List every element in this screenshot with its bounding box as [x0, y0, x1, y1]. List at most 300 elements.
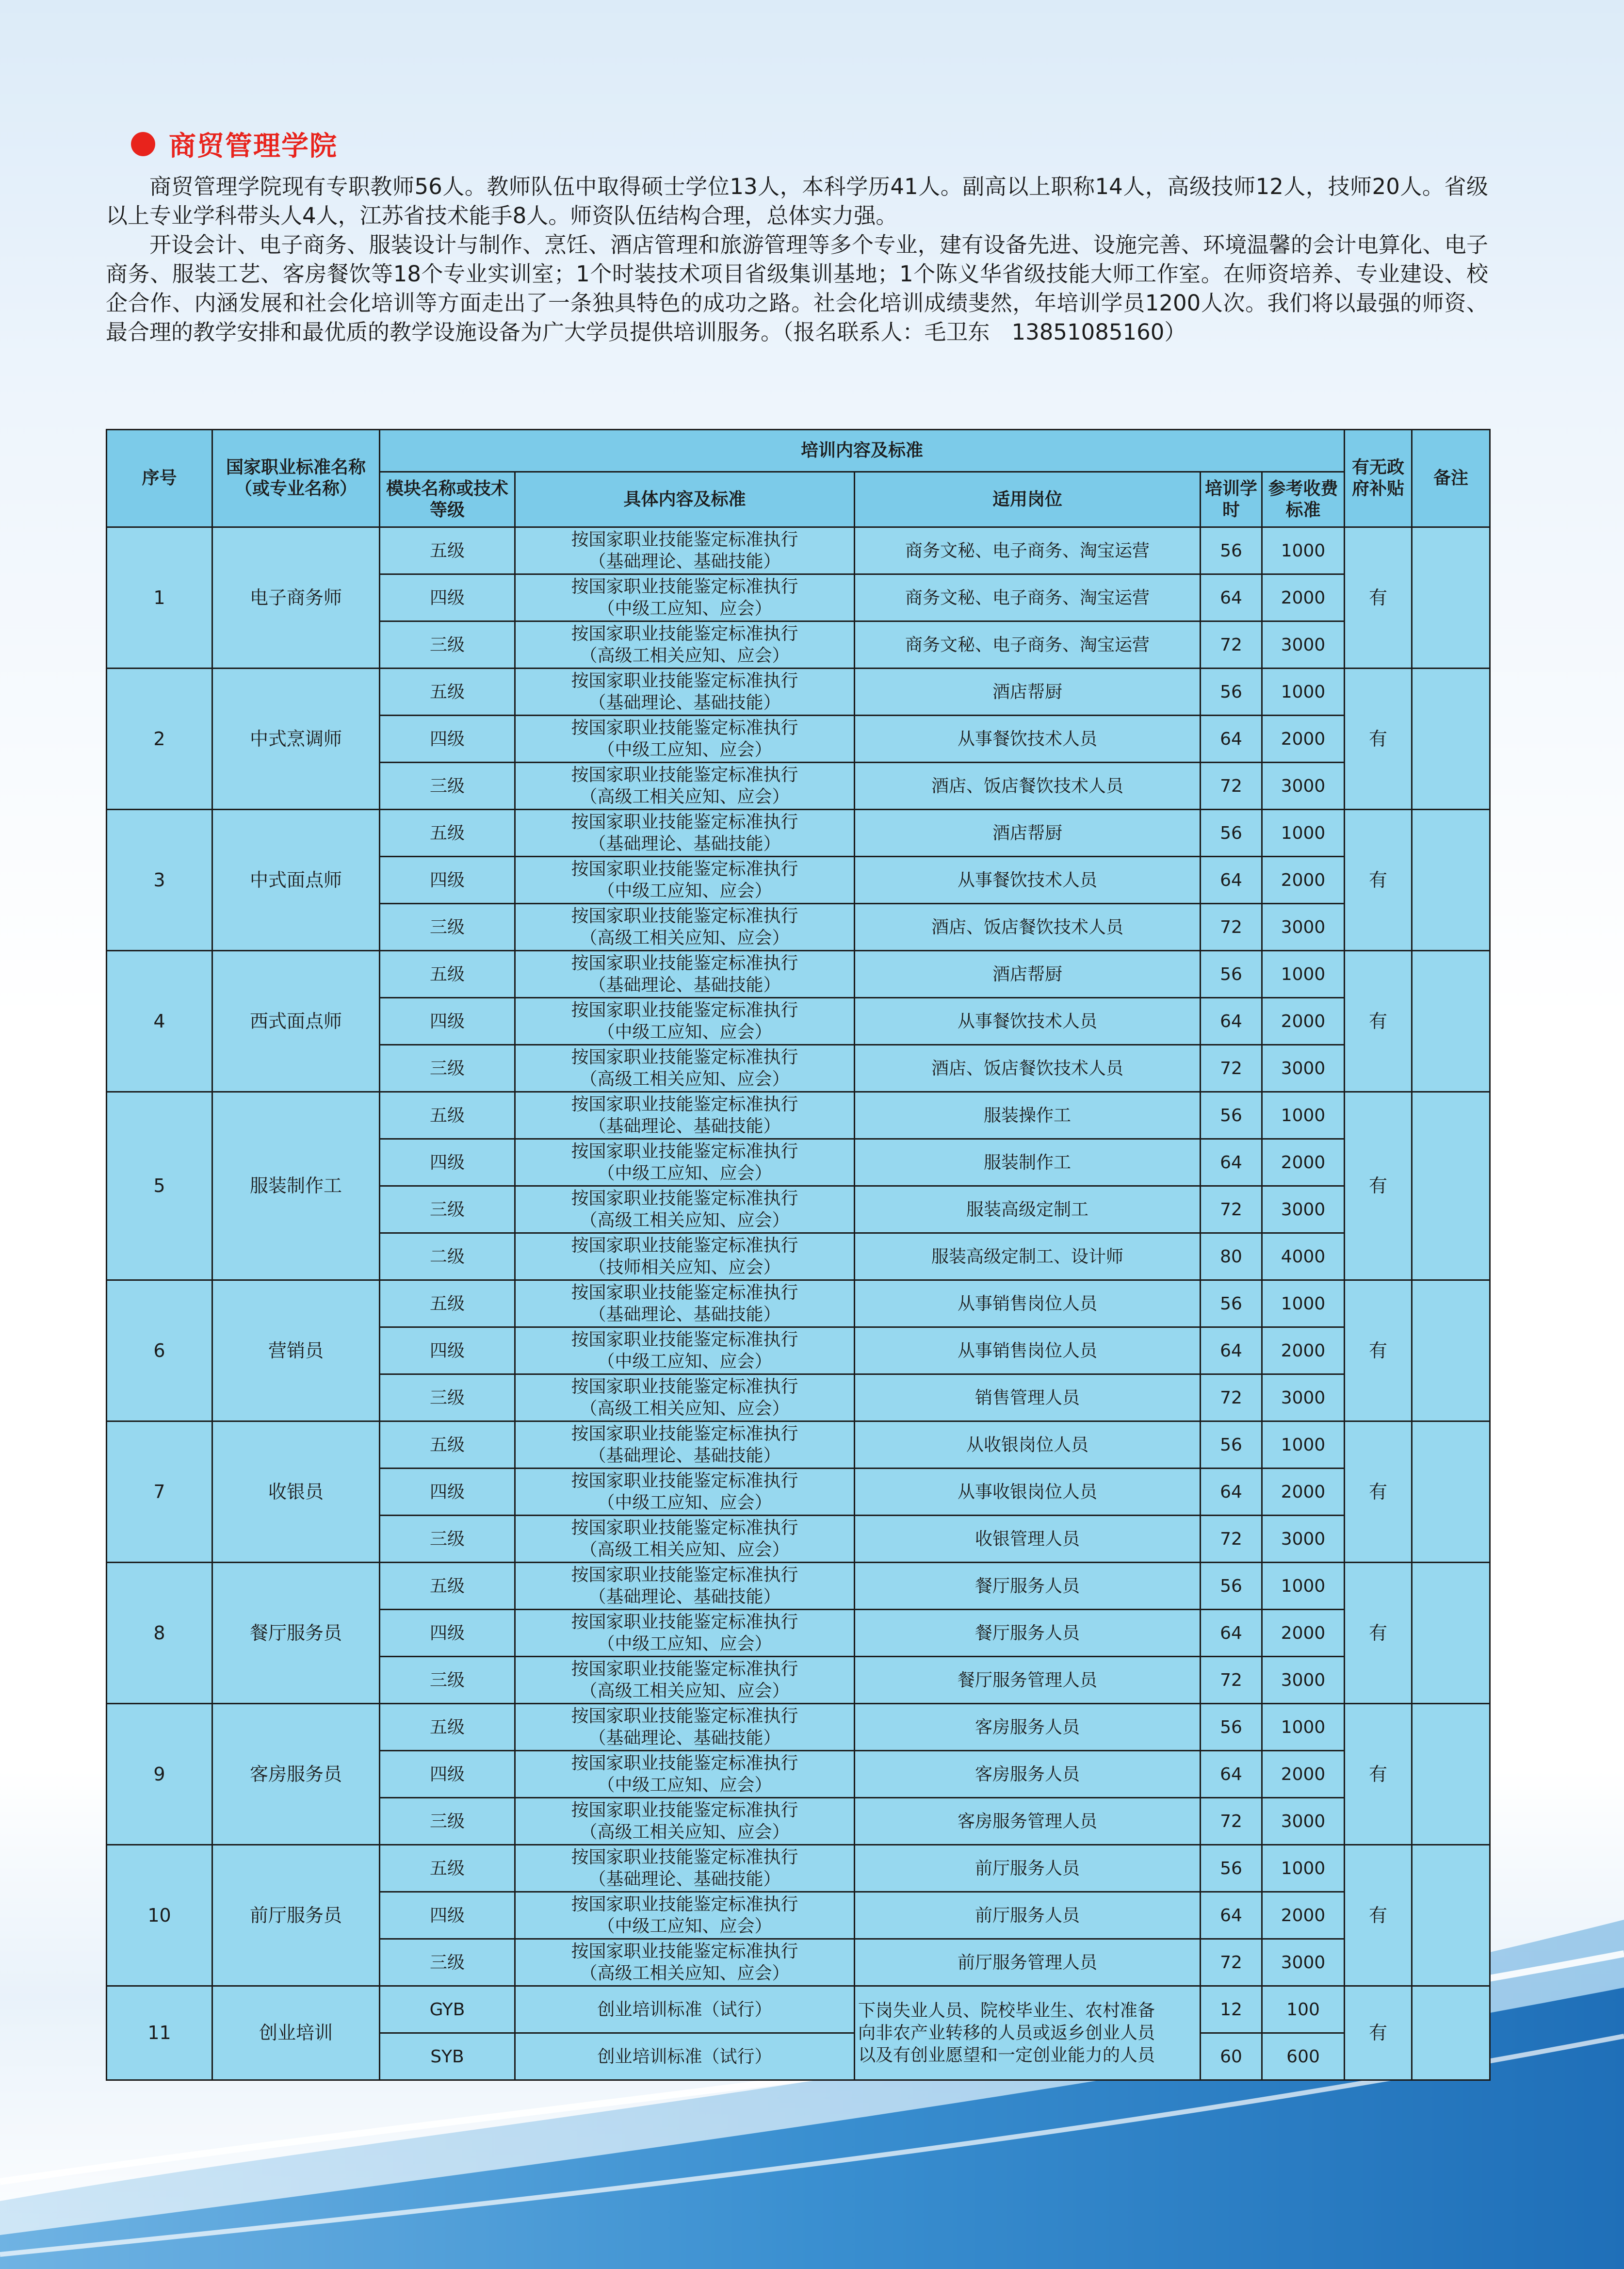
row-number: 9 — [107, 1704, 212, 1845]
training-hours: 72 — [1201, 763, 1262, 810]
content-standard — [515, 1092, 855, 1139]
content-line: 按国家职业技能鉴定标准执行 — [571, 765, 798, 785]
content-line: 按国家职业技能鉴定标准执行 — [571, 1283, 798, 1303]
module-level: 五级 — [380, 1280, 515, 1327]
applicable-post: 酒店、饭店餐饮技术人员 — [855, 1045, 1201, 1092]
header-module — [380, 472, 515, 527]
header-no: 序号 — [107, 430, 212, 527]
module-level: SYB — [380, 2033, 515, 2080]
training-hours: 64 — [1201, 1327, 1262, 1374]
content-standard — [515, 527, 855, 574]
reference-fee: 1000 — [1262, 1092, 1345, 1139]
reference-fee: 1000 — [1262, 1280, 1345, 1327]
applicable-post: 酒店帮厨 — [855, 810, 1201, 857]
content-line: 按国家职业技能鉴定标准执行 — [571, 577, 798, 597]
table-row — [107, 1986, 1490, 2033]
header-module-line: 模块名称 — [386, 478, 456, 499]
training-hours: 64 — [1201, 1610, 1262, 1657]
subsidy-value: 有 — [1345, 1986, 1412, 2080]
content-standard — [515, 1186, 855, 1233]
reference-fee: 1000 — [1262, 669, 1345, 716]
occupation-name: 餐厅服务员 — [212, 1563, 380, 1704]
section-title: 商贸管理学院 — [169, 131, 338, 162]
applicable-post: 销售管理人员 — [855, 1374, 1201, 1421]
content-line: 按国家职业技能鉴定标准执行 — [571, 1424, 798, 1444]
remarks-cell — [1412, 951, 1490, 1092]
module-level: 三级 — [380, 1798, 515, 1845]
row-number: 5 — [107, 1092, 212, 1280]
content-standard — [515, 1327, 855, 1374]
reference-fee: 2000 — [1262, 716, 1345, 763]
module-level: 四级 — [380, 1610, 515, 1657]
module-level: 二级 — [380, 1233, 515, 1280]
module-level: GYB — [380, 1986, 515, 2033]
reference-fee: 2000 — [1262, 574, 1345, 621]
content-line: （基础理论、基础技能） — [588, 1446, 781, 1466]
content-line: （中级工应知、应会） — [597, 1916, 772, 1936]
content-line: 按国家职业技能鉴定标准执行 — [571, 1847, 798, 1867]
row-number: 2 — [107, 669, 212, 810]
content-standard — [515, 857, 855, 904]
training-hours: 56 — [1201, 1280, 1262, 1327]
reference-fee: 2000 — [1262, 1751, 1345, 1798]
training-hours: 72 — [1201, 621, 1262, 669]
content-standard: 创业培训标准（试行） — [515, 1986, 855, 2033]
row-number: 11 — [107, 1986, 212, 2080]
applicable-post: 前厅服务人员 — [855, 1892, 1201, 1939]
header-fee-line: 参考收 — [1268, 478, 1321, 499]
content-line: （高级工相关应知、应会） — [580, 787, 790, 807]
module-level: 四级 — [380, 716, 515, 763]
reference-fee: 2000 — [1262, 1327, 1345, 1374]
training-hours: 72 — [1201, 1374, 1262, 1421]
reference-fee: 4000 — [1262, 1233, 1345, 1280]
row-number: 7 — [107, 1421, 212, 1563]
subsidy-value: 有 — [1345, 1280, 1412, 1421]
content-line: 按国家职业技能鉴定标准执行 — [571, 1377, 798, 1397]
row-number: 10 — [107, 1845, 212, 1986]
content-line: 按国家职业技能鉴定标准执行 — [571, 1800, 798, 1820]
training-hours: 80 — [1201, 1233, 1262, 1280]
row-number: 6 — [107, 1280, 212, 1421]
header-occupation — [212, 430, 380, 527]
training-hours: 72 — [1201, 1045, 1262, 1092]
training-hours: 64 — [1201, 1139, 1262, 1186]
content-line: 按国家职业技能鉴定标准执行 — [571, 953, 798, 973]
applicable-post: 收银管理人员 — [855, 1516, 1201, 1563]
content-line: （基础理论、基础技能） — [588, 1587, 781, 1607]
training-hours: 56 — [1201, 1092, 1262, 1139]
applicable-post: 服装制作工 — [855, 1139, 1201, 1186]
content-standard — [515, 904, 855, 951]
content-standard — [515, 1516, 855, 1563]
module-level: 三级 — [380, 1186, 515, 1233]
module-level: 五级 — [380, 951, 515, 998]
applicable-post: 客房服务人员 — [855, 1751, 1201, 1798]
content-line: 按国家职业技能鉴定标准执行 — [571, 1706, 798, 1726]
applicable-post: 酒店帮厨 — [855, 951, 1201, 998]
row-number: 3 — [107, 810, 212, 951]
header-hours-line: 培训 — [1204, 478, 1240, 499]
subsidy-value: 有 — [1345, 951, 1412, 1092]
content-line: 按国家职业技能鉴定标准执行 — [571, 1000, 798, 1020]
module-level: 五级 — [380, 669, 515, 716]
occupation-name: 创业培训 — [212, 1986, 380, 2080]
content-line: 按国家职业技能鉴定标准执行 — [571, 671, 798, 691]
intro-paragraph-2: 开设会计、电子商务、服装设计与制作、烹饪、酒店管理和旅游管理等多个专业，建有设备先进、设施完善、环境温馨的会计电算化、电子商务、服装工艺、客房餐饮等18个专业实训室；1个时装技术项目省级集训基地；1个陈义华省级技能大师工作室。在师资培养、专业建设、校企合作、内涵发展和社会化培训等方面走出了一条独具特色的成功之路。社会化培训成绩斐然，年培训学员1200人次。我们将以最强的师资、最合理的教学安排和最优质的教学设施设备为广大学员提供培训服务。（报名联系人：毛卫东 13851085160） — [106, 232, 1488, 345]
header-occupation-line: （或专业名称） — [234, 479, 357, 499]
subsidy-value: 有 — [1345, 1563, 1412, 1704]
training-hours: 64 — [1201, 1892, 1262, 1939]
training-hours: 64 — [1201, 1751, 1262, 1798]
table-row — [107, 527, 1490, 574]
header-remarks: 备注 — [1412, 430, 1490, 527]
subsidy-value: 有 — [1345, 810, 1412, 951]
occupation-name: 电子商务师 — [212, 527, 380, 669]
remarks-cell — [1412, 810, 1490, 951]
remarks-cell — [1412, 1704, 1490, 1845]
content-line: （中级工应知、应会） — [597, 1634, 772, 1654]
content-line: （技师相关应知、应会） — [588, 1257, 781, 1277]
training-hours: 72 — [1201, 1516, 1262, 1563]
content-line: （中级工应知、应会） — [597, 1775, 772, 1795]
header-hours — [1201, 472, 1262, 527]
training-hours: 56 — [1201, 1704, 1262, 1751]
reference-fee: 3000 — [1262, 1657, 1345, 1704]
table-row — [107, 1280, 1490, 1327]
occupation-name: 客房服务员 — [212, 1704, 380, 1845]
content-standard: 创业培训标准（试行） — [515, 2033, 855, 2080]
content-standard — [515, 1233, 855, 1280]
training-hours: 56 — [1201, 1563, 1262, 1610]
table-row — [107, 1421, 1490, 1469]
header-module-line: 或技术等级 — [429, 478, 509, 520]
content-standard — [515, 716, 855, 763]
module-level: 五级 — [380, 1421, 515, 1469]
content-standard — [515, 1798, 855, 1845]
content-line: （中级工应知、应会） — [597, 740, 772, 760]
content-standard — [515, 1610, 855, 1657]
header-hours-line: 学时 — [1222, 478, 1258, 520]
content-line: （高级工相关应知、应会） — [580, 1399, 790, 1419]
applicable-post: 酒店帮厨 — [855, 669, 1201, 716]
module-level: 四级 — [380, 1892, 515, 1939]
remarks-cell — [1412, 1563, 1490, 1704]
header-fee-line: 费标准 — [1285, 478, 1338, 520]
reference-fee: 1000 — [1262, 1421, 1345, 1469]
applicable-post: 客房服务管理人员 — [855, 1798, 1201, 1845]
content-standard — [515, 1939, 855, 1986]
training-hours: 72 — [1201, 904, 1262, 951]
subsidy-value: 有 — [1345, 527, 1412, 669]
module-level: 四级 — [380, 1139, 515, 1186]
remarks-cell — [1412, 1092, 1490, 1280]
content-line: 按国家职业技能鉴定标准执行 — [571, 1518, 798, 1538]
content-standard — [515, 998, 855, 1045]
remarks-cell — [1412, 669, 1490, 810]
training-hours: 56 — [1201, 810, 1262, 857]
training-hours: 56 — [1201, 951, 1262, 998]
content-line: 按国家职业技能鉴定标准执行 — [571, 812, 798, 832]
content-standard — [515, 621, 855, 669]
applicable-post: 餐厅服务人员 — [855, 1563, 1201, 1610]
training-hours: 64 — [1201, 1469, 1262, 1516]
content-line: 按国家职业技能鉴定标准执行 — [571, 1612, 798, 1632]
content-line: （中级工应知、应会） — [597, 1493, 772, 1513]
subsidy-value: 有 — [1345, 1704, 1412, 1845]
module-level: 五级 — [380, 527, 515, 574]
content-line: 按国家职业技能鉴定标准执行 — [571, 624, 798, 644]
remarks-cell — [1412, 1986, 1490, 2080]
table-row — [107, 1845, 1490, 1892]
table-body — [107, 527, 1490, 2080]
content-line: （基础理论、基础技能） — [588, 834, 781, 854]
applicable-post: 酒店、饭店餐饮技术人员 — [855, 904, 1201, 951]
training-hours: 72 — [1201, 1186, 1262, 1233]
reference-fee: 2000 — [1262, 998, 1345, 1045]
content-line: 按国家职业技能鉴定标准执行 — [571, 1894, 798, 1914]
content-line: （高级工相关应知、应会） — [580, 1210, 790, 1230]
applicable-post: 餐厅服务管理人员 — [855, 1657, 1201, 1704]
header-subsidy — [1345, 430, 1412, 527]
reference-fee: 2000 — [1262, 1139, 1345, 1186]
content-standard — [515, 810, 855, 857]
header-subsidy-line: 政府 — [1352, 457, 1405, 499]
content-line: （中级工应知、应会） — [597, 1022, 772, 1042]
header-training-group: 培训内容及标准 — [380, 430, 1345, 472]
content-standard — [515, 1563, 855, 1610]
content-line: （中级工应知、应会） — [597, 1163, 772, 1183]
table-row — [107, 951, 1490, 998]
applicable-post: 商务文秘、电子商务、淘宝运营 — [855, 574, 1201, 621]
content-line: 按国家职业技能鉴定标准执行 — [571, 1471, 798, 1491]
content-line: （中级工应知、应会） — [597, 599, 772, 619]
content-standard — [515, 1045, 855, 1092]
training-hours: 12 — [1201, 1986, 1262, 2033]
occupation-name: 中式面点师 — [212, 810, 380, 951]
reference-fee: 100 — [1262, 1986, 1345, 2033]
training-hours: 72 — [1201, 1657, 1262, 1704]
content-line: 按国家职业技能鉴定标准执行 — [571, 906, 798, 926]
intro-paragraph-1: 商贸管理学院现有专职教师56人。教师队伍中取得硕士学位13人，本科学历41人。副高以上职称14人，高级技师12人，技师20人。省级以上专业学科带头人4人，江苏省技术能手8人。师资队伍结构合理，总体实力强。 — [106, 174, 1488, 229]
intro-text — [106, 172, 1488, 347]
content-standard — [515, 1374, 855, 1421]
content-standard — [515, 574, 855, 621]
reference-fee: 3000 — [1262, 1186, 1345, 1233]
training-hours: 64 — [1201, 574, 1262, 621]
training-hours: 72 — [1201, 1939, 1262, 1986]
content-line: 按国家职业技能鉴定标准执行 — [571, 718, 798, 738]
reference-fee: 3000 — [1262, 1798, 1345, 1845]
content-line: 按国家职业技能鉴定标准执行 — [571, 859, 798, 879]
reference-fee: 1000 — [1262, 810, 1345, 857]
applicable-post: 从事销售岗位人员 — [855, 1327, 1201, 1374]
content-line: 按国家职业技能鉴定标准执行 — [571, 1330, 798, 1350]
applicable-post: 从事餐饮技术人员 — [855, 998, 1201, 1045]
reference-fee: 3000 — [1262, 621, 1345, 669]
header-fee — [1262, 472, 1345, 527]
remarks-cell — [1412, 1280, 1490, 1421]
applicable-post — [855, 1986, 1201, 2080]
content-line: 按国家职业技能鉴定标准执行 — [571, 530, 798, 550]
applicable-post: 服装高级定制工、设计师 — [855, 1233, 1201, 1280]
post-line: 下岗失业人员、院校毕业生、农村准备 — [858, 2000, 1155, 2021]
module-level: 四级 — [380, 998, 515, 1045]
reference-fee: 3000 — [1262, 1374, 1345, 1421]
content-line: 按国家职业技能鉴定标准执行 — [571, 1236, 798, 1256]
module-level: 三级 — [380, 1516, 515, 1563]
table-row — [107, 1704, 1490, 1751]
reference-fee: 3000 — [1262, 904, 1345, 951]
content-line: （中级工应知、应会） — [597, 881, 772, 901]
content-line: （基础理论、基础技能） — [588, 1869, 781, 1889]
content-line: 按国家职业技能鉴定标准执行 — [571, 1565, 798, 1585]
subsidy-value: 有 — [1345, 1421, 1412, 1563]
content-standard — [515, 1139, 855, 1186]
training-hours: 64 — [1201, 716, 1262, 763]
applicable-post: 从事收银岗位人员 — [855, 1469, 1201, 1516]
content-standard — [515, 1657, 855, 1704]
reference-fee: 1000 — [1262, 1845, 1345, 1892]
header-posts: 适用岗位 — [855, 472, 1201, 527]
occupation-name: 营销员 — [212, 1280, 380, 1421]
occupation-name: 服装制作工 — [212, 1092, 380, 1280]
content-line: （基础理论、基础技能） — [588, 1728, 781, 1748]
applicable-post: 从事餐饮技术人员 — [855, 716, 1201, 763]
content-standard — [515, 1892, 855, 1939]
table-row — [107, 1092, 1490, 1139]
section-heading — [131, 122, 338, 166]
subsidy-value: 有 — [1345, 669, 1412, 810]
content-line: （高级工相关应知、应会） — [580, 1681, 790, 1701]
reference-fee: 3000 — [1262, 1939, 1345, 1986]
content-standard — [515, 1280, 855, 1327]
content-standard — [515, 951, 855, 998]
reference-fee: 600 — [1262, 2033, 1345, 2080]
content-standard — [515, 1845, 855, 1892]
applicable-post: 服装操作工 — [855, 1092, 1201, 1139]
module-level: 五级 — [380, 1563, 515, 1610]
content-line: 按国家职业技能鉴定标准执行 — [571, 1753, 798, 1773]
reference-fee: 1000 — [1262, 1563, 1345, 1610]
remarks-cell — [1412, 527, 1490, 669]
content-line: 按国家职业技能鉴定标准执行 — [571, 1189, 798, 1208]
training-table — [106, 429, 1491, 2081]
module-level: 四级 — [380, 857, 515, 904]
content-line: 按国家职业技能鉴定标准执行 — [571, 1142, 798, 1161]
occupation-name: 前厅服务员 — [212, 1845, 380, 1986]
module-level: 三级 — [380, 621, 515, 669]
applicable-post: 从事销售岗位人员 — [855, 1280, 1201, 1327]
applicable-post: 从事餐饮技术人员 — [855, 857, 1201, 904]
remarks-cell — [1412, 1421, 1490, 1563]
content-line: （高级工相关应知、应会） — [580, 928, 790, 948]
training-hours: 64 — [1201, 998, 1262, 1045]
applicable-post: 前厅服务管理人员 — [855, 1939, 1201, 1986]
content-standard — [515, 1421, 855, 1469]
module-level: 四级 — [380, 1327, 515, 1374]
content-standard — [515, 1704, 855, 1751]
content-line: （基础理论、基础技能） — [588, 693, 781, 713]
header-subsidy-line: 有无 — [1352, 457, 1387, 477]
reference-fee: 2000 — [1262, 1469, 1345, 1516]
content-line: （高级工相关应知、应会） — [580, 1540, 790, 1560]
module-level: 三级 — [380, 763, 515, 810]
applicable-post: 商务文秘、电子商务、淘宝运营 — [855, 621, 1201, 669]
content-standard — [515, 763, 855, 810]
content-line: 按国家职业技能鉴定标准执行 — [571, 1094, 798, 1114]
subsidy-value: 有 — [1345, 1845, 1412, 1986]
applicable-post: 从收银岗位人员 — [855, 1421, 1201, 1469]
header-content: 具体内容及标准 — [515, 472, 855, 527]
reference-fee: 2000 — [1262, 1610, 1345, 1657]
training-hours: 56 — [1201, 1845, 1262, 1892]
applicable-post: 商务文秘、电子商务、淘宝运营 — [855, 527, 1201, 574]
training-hours: 64 — [1201, 857, 1262, 904]
content-line: （基础理论、基础技能） — [588, 1305, 781, 1324]
module-level: 三级 — [380, 1939, 515, 1986]
content-line: 按国家职业技能鉴定标准执行 — [571, 1942, 798, 1961]
content-line: （基础理论、基础技能） — [588, 552, 781, 571]
module-level: 五级 — [380, 1704, 515, 1751]
module-level: 三级 — [380, 1657, 515, 1704]
reference-fee: 3000 — [1262, 1516, 1345, 1563]
row-number: 8 — [107, 1563, 212, 1704]
header-occupation-line: 标准名称 — [296, 457, 366, 477]
content-line: 按国家职业技能鉴定标准执行 — [571, 1659, 798, 1679]
row-number: 4 — [107, 951, 212, 1092]
training-hours: 56 — [1201, 1421, 1262, 1469]
content-standard — [515, 669, 855, 716]
module-level: 五级 — [380, 1092, 515, 1139]
content-standard — [515, 1751, 855, 1798]
applicable-post: 服装高级定制工 — [855, 1186, 1201, 1233]
post-line: 以及有创业愿望和一定创业能力的人员 — [858, 2045, 1155, 2065]
content-line: （基础理论、基础技能） — [588, 1116, 781, 1136]
module-level: 四级 — [380, 574, 515, 621]
occupation-name: 中式烹调师 — [212, 669, 380, 810]
remarks-cell — [1412, 1845, 1490, 1986]
reference-fee: 1000 — [1262, 527, 1345, 574]
header-occupation-line: 国家职业 — [226, 457, 296, 477]
reference-fee: 3000 — [1262, 763, 1345, 810]
content-line: 按国家职业技能鉴定标准执行 — [571, 1047, 798, 1067]
module-level: 四级 — [380, 1751, 515, 1798]
training-hours: 60 — [1201, 2033, 1262, 2080]
module-level: 五级 — [380, 1845, 515, 1892]
reference-fee: 1000 — [1262, 951, 1345, 998]
occupation-name: 收银员 — [212, 1421, 380, 1563]
training-hours: 56 — [1201, 527, 1262, 574]
content-line: （高级工相关应知、应会） — [580, 1963, 790, 1983]
reference-fee: 1000 — [1262, 1704, 1345, 1751]
header-subsidy-line: 补贴 — [1369, 479, 1405, 499]
module-level: 三级 — [380, 1374, 515, 1421]
module-level: 四级 — [380, 1469, 515, 1516]
training-table-wrapper — [106, 429, 1489, 2081]
table-row — [107, 810, 1490, 857]
applicable-post: 前厅服务人员 — [855, 1845, 1201, 1892]
row-number: 1 — [107, 527, 212, 669]
content-standard — [515, 1469, 855, 1516]
reference-fee: 3000 — [1262, 1045, 1345, 1092]
table-row — [107, 1563, 1490, 1610]
applicable-post: 酒店、饭店餐饮技术人员 — [855, 763, 1201, 810]
content-line: （高级工相关应知、应会） — [580, 1822, 790, 1842]
post-line: 向非农产业转移的人员或返乡创业人员 — [858, 2023, 1155, 2043]
training-hours: 56 — [1201, 669, 1262, 716]
content-line: （基础理论、基础技能） — [588, 975, 781, 995]
